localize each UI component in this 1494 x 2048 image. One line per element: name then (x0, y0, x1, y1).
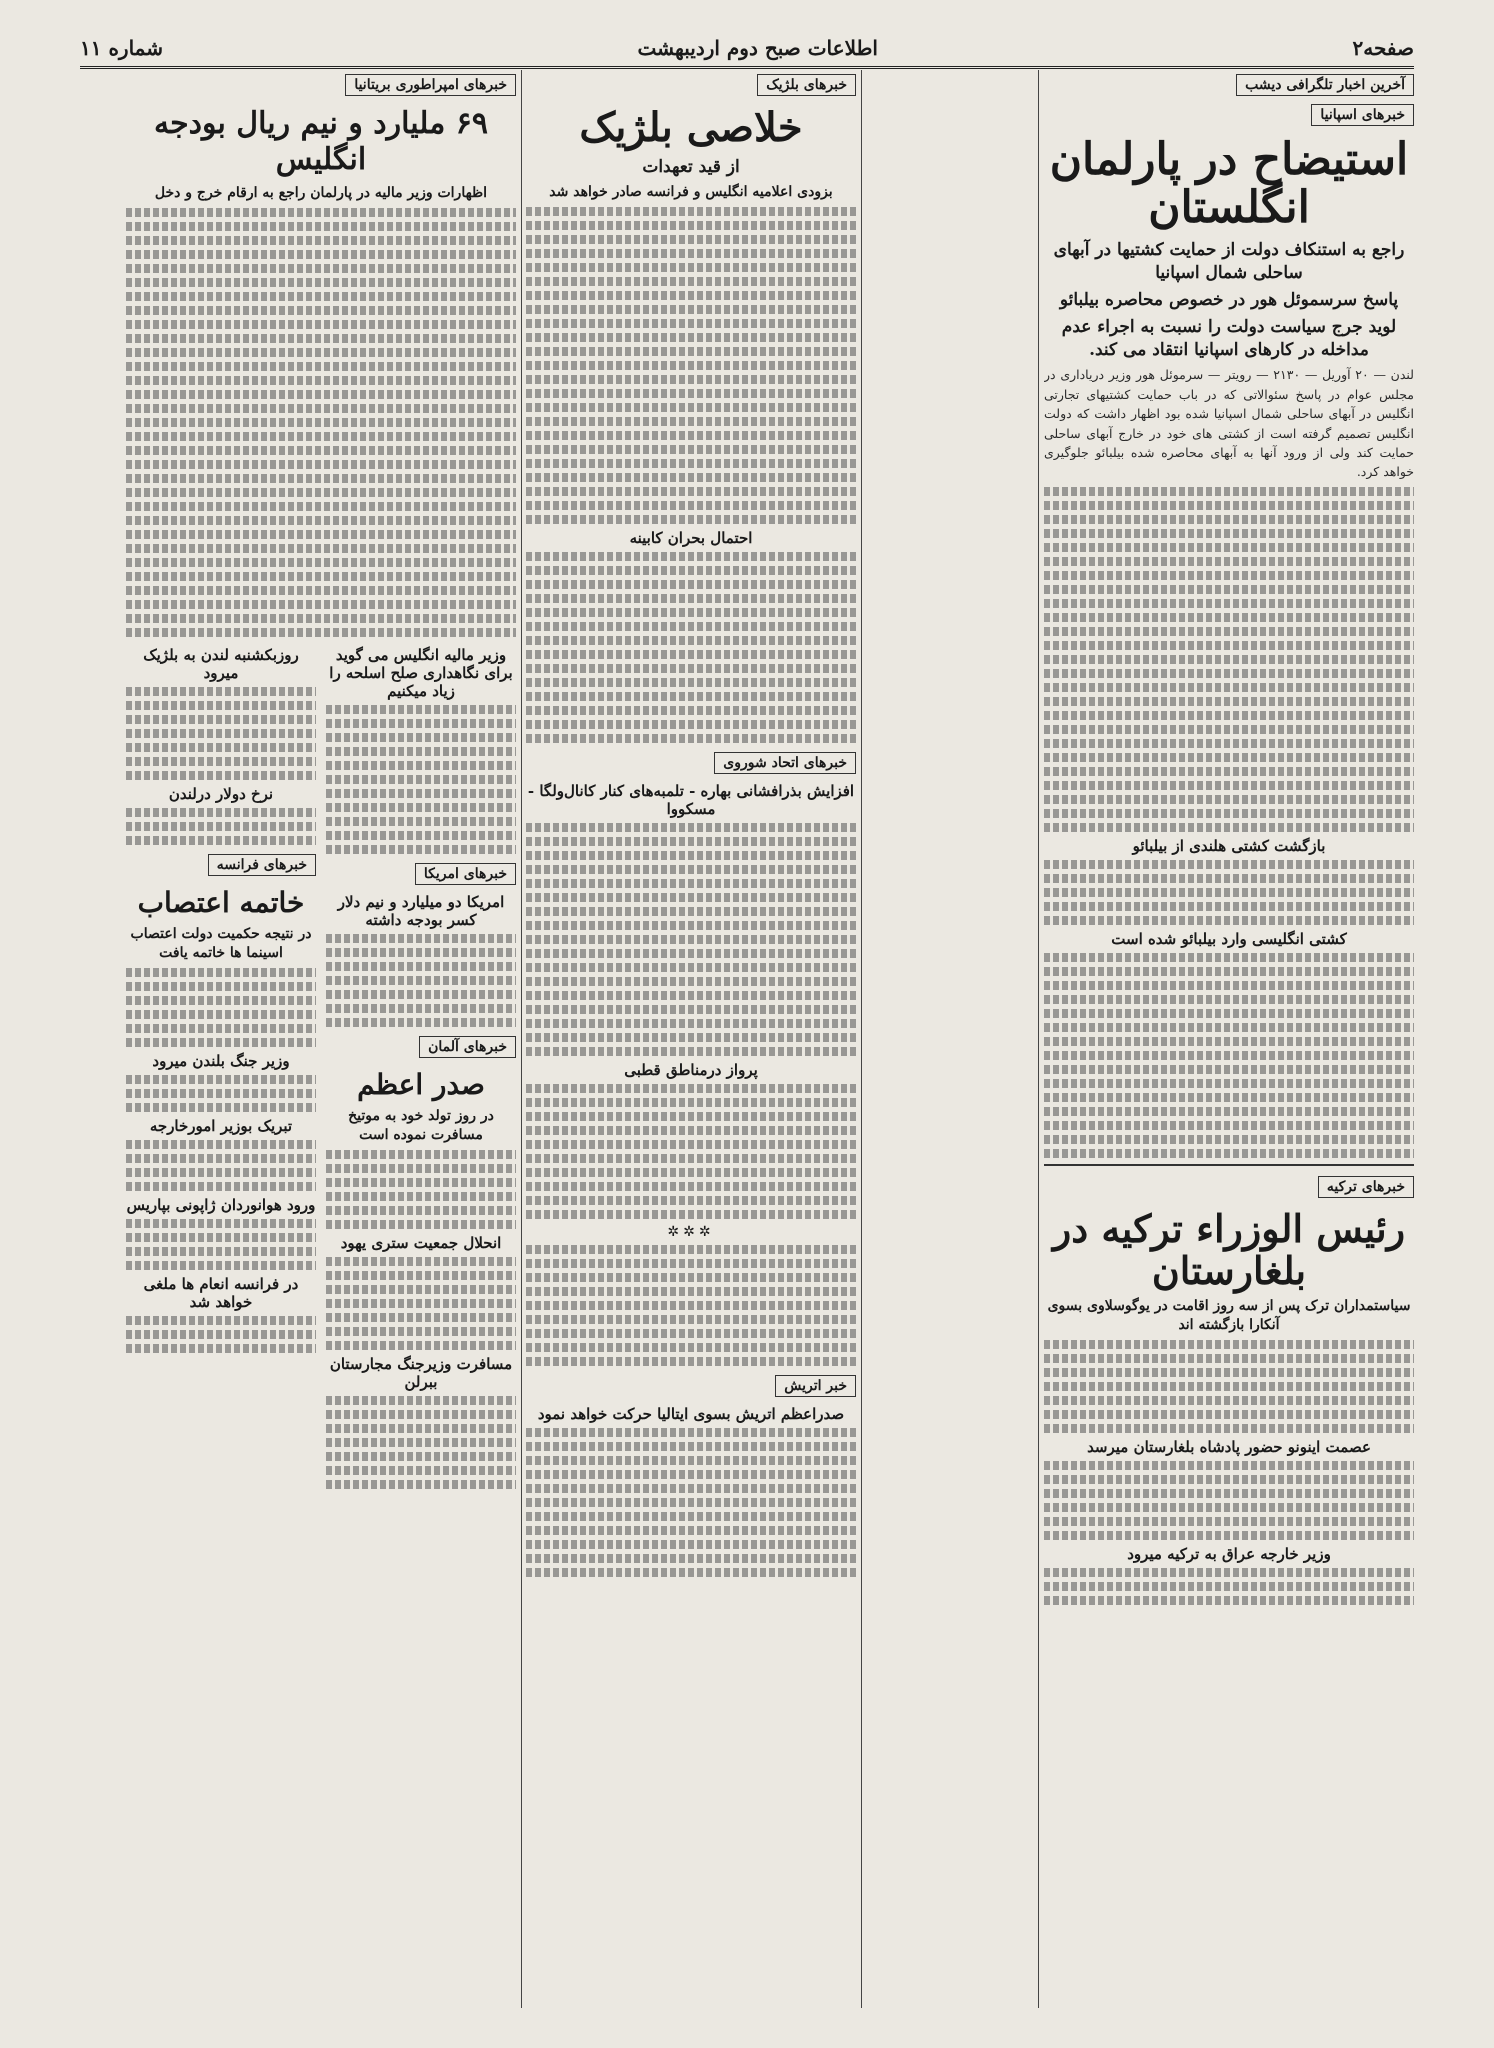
text-lines (1044, 1340, 1414, 1433)
page-number: صفحه۲ (1352, 36, 1414, 60)
text-lines (1044, 953, 1414, 1158)
text-lines (126, 1075, 316, 1112)
text-lines (126, 968, 316, 1047)
text-lines (126, 687, 316, 780)
section-label: خبر اتریش (775, 1375, 856, 1397)
section-label: خبرهای ترکیه (1318, 1176, 1414, 1198)
article-body: لندن — ۲۰ آوریل — ۲۱۳۰ — رویتر — سرموئل هور وزیر دریاداری در مجلس عوام در پاسخ سئوالاتی که در باب حمایت کشتیهای تجارتی انگلیس در آبهای ساحلی شمال اسپانیا شده بود اظهار داشت که دولت انگلیس تصمیم گرفته است از کشتی های خود در خارج آبهای ساحلی حمایت کند ولی از ورود آنها به آبهای محاصره شده بیلبائو جلوگیری خواهد کرد. (1044, 367, 1414, 480)
article-title: در فرانسه انعام ها ملغی خواهد شد (143, 1275, 299, 1312)
subcolumn (326, 642, 516, 1494)
text-lines (1044, 487, 1414, 832)
section-label: خبرهای آلمان (419, 1036, 516, 1058)
masthead-title: اطلاعات صبح دوم اردیبهشت (637, 36, 878, 60)
headline: رئیس الوزراء ترکیه در بلغارستان (1052, 1205, 1406, 1293)
text-lines (1044, 860, 1414, 925)
article-title: احتمال بحران کابینه (629, 528, 753, 547)
text-lines (526, 1428, 856, 1577)
article-title: نرخ دولار درلندن (168, 784, 274, 803)
article-title: امریکا دو میلیارد و نیم دلار کسر بودجه داشته (337, 892, 505, 929)
headline: صدر اعظم (357, 1067, 485, 1101)
text-lines (326, 705, 516, 854)
text-lines (326, 1257, 516, 1350)
article-title: کشتی انگلیسی وارد بیلبائو شده است (1111, 929, 1347, 948)
text-lines (526, 1245, 856, 1366)
subheadline: پاسخ سرسموئل هور در خصوص محاصره بیلبائو (1059, 289, 1399, 310)
separator-stars: ✲✲✲ (667, 1223, 715, 1240)
headline: ۶۹ ملیارد و نیم ریال بودجه انگلیس (154, 106, 488, 177)
article-title: تبریک بوزیر امورخارجه (149, 1117, 293, 1136)
section-label: خبرهای امریکا (415, 863, 516, 885)
article-title: مسافرت وزیرجنگ مجارستان ببرلن (329, 1355, 513, 1392)
text-lines (526, 552, 856, 743)
text-lines (126, 208, 516, 637)
left-column (126, 70, 516, 2008)
section-label: آخرین اخبار تلگرافی دیشب (1236, 74, 1414, 96)
text-lines (526, 823, 856, 1056)
headline: خاتمه اعتصاب (137, 885, 305, 919)
text-lines (326, 1396, 516, 1489)
article-title: بازگشت کشتی هلندی از بیلبائو (1132, 836, 1326, 855)
center-right-column (526, 70, 856, 2008)
article-title: عصمت اینونو حضور پادشاه بلغارستان میرسد (1087, 1438, 1371, 1457)
section-label: خبرهای فرانسه (208, 854, 316, 876)
article-title: صدراعظم اتریش بسوی ایتالیا حرکت خواهد نمود (537, 1404, 845, 1423)
text-lines (326, 934, 516, 1027)
text-lines (526, 207, 856, 524)
text-lines (1044, 1461, 1414, 1540)
text-lines (126, 1316, 316, 1353)
text-lines (526, 1084, 856, 1219)
subheadline: در روز تولد خود به موتیخ مسافرت نموده است (348, 1108, 494, 1144)
section-label: خبرهای امپراطوری بریتانیا (345, 74, 516, 96)
subheadline: راجع به استنکاف دولت از حمایت کشتیها در آبهای ساحلی شمال اسپانیا (1053, 239, 1405, 283)
headline: خلاصی بلژیک (579, 104, 803, 151)
text-lines (126, 1140, 316, 1191)
right-column (1044, 70, 1414, 2008)
section-label: خبرهای اتحاد شوروی (714, 752, 856, 774)
article-title: پرواز درمناطق قطبی (624, 1060, 758, 1079)
article-title: وزیر جنگ بلندن میرود (152, 1052, 290, 1071)
issue-number: شماره ۱۱ (80, 36, 163, 60)
text-lines (1044, 1568, 1414, 1605)
subheadline: از قید تعهدات (642, 157, 740, 177)
article-title: روزبکشنبه لندن به بلژیک میرود (143, 645, 299, 682)
subcolumn (126, 642, 316, 1494)
subheadline: بزودی اعلامیه انگلیس و فرانسه صادر خواهد شد (549, 183, 833, 200)
subheadline: لوید جرج سیاست دولت را نسبت به اجراء عدم مداخله در کارهای اسپانیا انتقاد می کند. (1061, 316, 1397, 360)
section-label: خبرهای اسپانیا (1311, 104, 1414, 126)
section-label: خبرهای بلژیک (757, 74, 856, 96)
masthead (80, 30, 1414, 69)
subheadline: اظهارات وزیر مالیه در پارلمان راجع به ارقام خرج و دخل (154, 185, 488, 201)
article-title: وزیر مالیه انگلیس می گوید برای نگاهداری صلح اسلحه را زیاد میکنیم (329, 645, 513, 700)
article-title: وزیر خارجه عراق به ترکیه میرود (1127, 1545, 1331, 1564)
headline: استیضاح در پارلمان انگلستان (1049, 134, 1409, 234)
column-rule (1038, 70, 1039, 2008)
column-rule (521, 70, 522, 2008)
text-lines (126, 1219, 316, 1270)
subheadline: سیاستمداران ترک پس از سه روز اقامت در یوگوسلاوی بسوی آنکارا بازگشته اند (1047, 1298, 1411, 1334)
article-title: انحلال جمعیت ستری یهود (340, 1234, 502, 1253)
article-title: افزایش بذرافشانی بهاره - تلمبه‌های کنار کانال‌ولگا - مسکووا (527, 781, 855, 818)
column-rule (861, 70, 862, 2008)
text-lines (126, 808, 316, 845)
text-lines (326, 1150, 516, 1229)
article-title: ورود هوانوردان ژاپونی بپاریس (126, 1196, 316, 1215)
subheadline: در نتیجه حکمیت دولت اعتصاب اسینما ها خاتمه یافت (130, 926, 312, 962)
